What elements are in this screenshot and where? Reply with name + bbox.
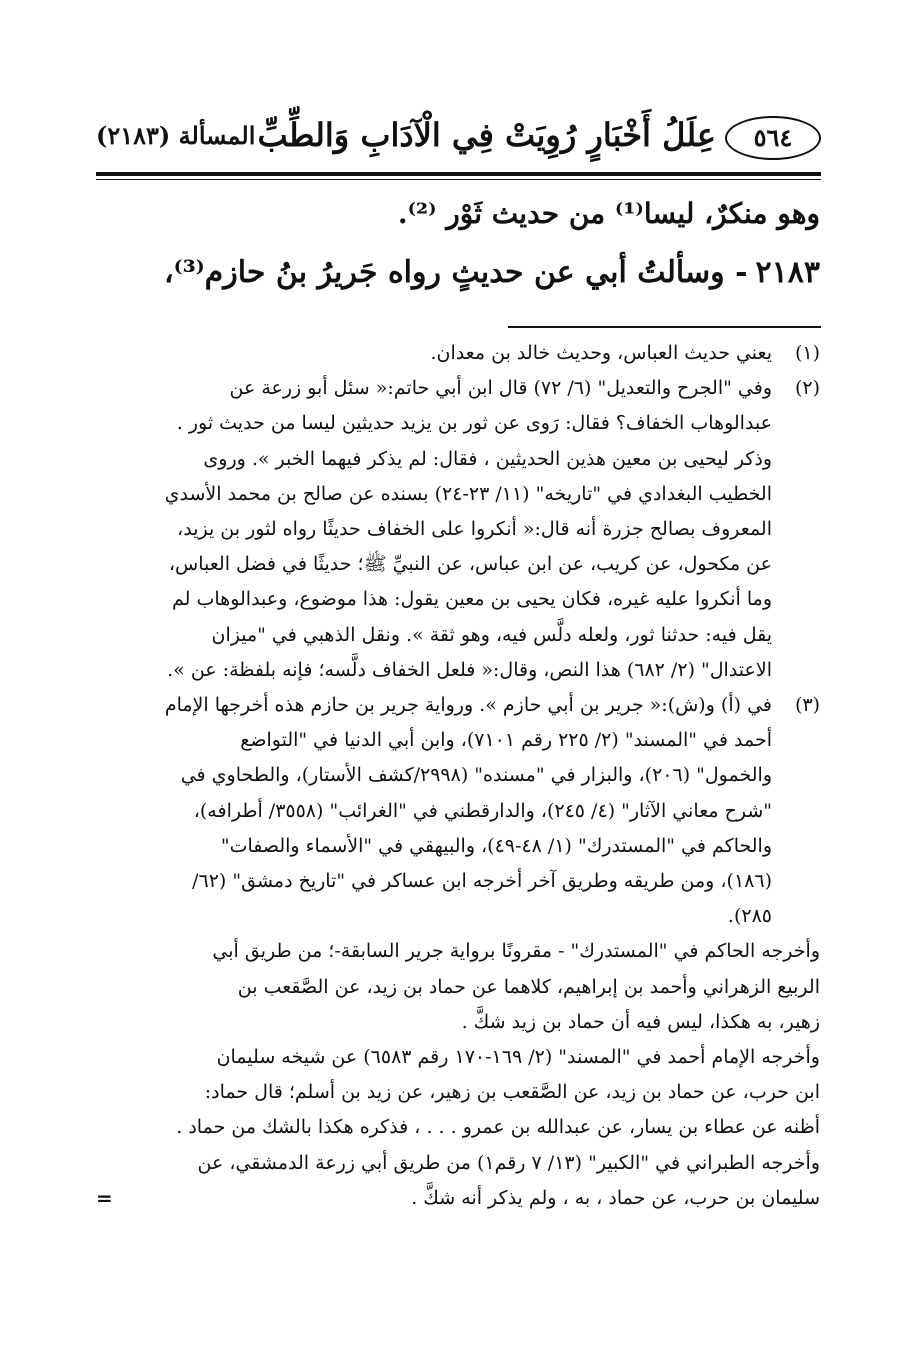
footnote-line: "شرح معاني الآثار" (٤/ ٢٤٥)، والدارقطني في "الغرائب" (٣٥٥٨/ أطرافه)، [193, 799, 772, 822]
footnote-body [95, 336, 772, 371]
footnote-separator [508, 326, 821, 328]
footnote-line: الاعتدال" (٢/ ٦٨٢) هذا النص، وقال:« فلعل الخفاف دلَّسه؛ فإنه بلفظة: عن ». [167, 658, 772, 681]
footnote-continuation [95, 934, 820, 1216]
footnotes [95, 336, 820, 1216]
footnote-line: والخمول" (٢٠٦)، والبزار في "مسنده" (٢٩٩٨/كشف الأستار)، والطحاوي في [180, 764, 772, 787]
footnote-line: الربيع الزهراني وأحمد بن إبراهيم، كلاهما عن حماد بن زيد، عن الصَّقعب بن [237, 975, 820, 998]
continuation-mark: = [96, 1186, 113, 1210]
footnote-line: ٢٨٥). [727, 905, 772, 928]
footnote-3 [95, 688, 820, 934]
footnote-line: وأخرجه الإمام أحمد في "المسند" (٢/ ١٦٩-١٧٠ رقم ٦٥٨٣) عن شيخه سليمان [216, 1046, 820, 1069]
footnote-body [95, 371, 772, 688]
header-rule-thick [96, 172, 821, 176]
footnote-line: وفي "الجرح والتعديل" (٦/ ٧٢) قال ابن أبي حاتم:« سئل أبو زرعة عن [229, 377, 772, 400]
page-header [96, 112, 821, 160]
footnote-line: أحمد في "المسند" (٢/ ٢٢٥ رقم ٧١٠١)، وابن أبي الدنيا في "التواضع [240, 729, 772, 752]
footnote-line: زهير، به هكذا، ليس فيه أن حماد بن زيد شكَّ . [461, 1010, 820, 1033]
footnote-line: وما أنكروا عليه غيره، فكان يحيى بن معين يقول: هذا موضوع، وعبدالوهاب لم [172, 588, 772, 611]
footnote-line: يعني حديث العباس، وحديث خالد بن معدان. [430, 342, 772, 364]
header-rule-thin [96, 179, 821, 180]
footnote-line: في (أ) و(ش):« جرير بن أبي حازم ». ورواية جرير بن حازم هذه أخرجها الإمام [164, 694, 772, 717]
footnote-line: يقل فيه: حدثنا ثور، ولعله دلَّس فيه، وهو ثقة ». ونقل الذهبي في "ميزان [211, 623, 772, 646]
footnote-line: عن مكحول، عن كريب، عن ابن عباس، عن النبيِّ ﷺ؛ حديثًا في فضل العباس، [168, 553, 772, 576]
footnote-number: (٢) [794, 377, 820, 400]
footnote-line: والحاكم في "المستدرك" (١/ ٤٨-٤٩)، والبيهقي في "الأسماء والصفات" [220, 834, 772, 857]
page-number: ٥٦٤ [725, 116, 821, 160]
footnote-line: وأخرجه الطبراني في "الكبير" (١٣/ ٧ رقم١) من طريق أبي زرعة الدمشقي، عن [197, 1151, 820, 1174]
footnote-line: عبدالوهاب الخفاف؟ فقال: رَوى عن ثور بن يزيد حديثين ليسا من حديث ثور . [176, 412, 772, 435]
footnote-line: الخطيب البغدادي في "تاريخه" (١١/ ٢٣-٢٤) بسنده عن صالح بن محمد الأسدي [164, 482, 772, 505]
footnote-1 [95, 336, 820, 371]
footnote-body [95, 688, 772, 934]
issue-label: المسألة (٢١٨٣) [96, 121, 256, 150]
footnote-line: أظنه عن عطاء بن يسار، عن عبدالله بن عمرو . . . ، فذكره هكذا بالشك من حماد . [176, 1116, 820, 1139]
issue-heading [95, 248, 820, 298]
footnote-line: وذكر ليحيى بن معين هذين الحديثين ، فقال: لم يذكر فيهما الخبر ». وروى [203, 447, 772, 470]
footnote-line: المعروف بصالح جزرة أنه قال:« أنكروا على الخفاف حديثًا رواه لثور بن يزيد، [177, 518, 772, 541]
footnote-line: وأخرجه الحاكم في "المستدرك" - مقرونًا برواية جرير السابقة-؛ من طريق أبي [212, 940, 820, 963]
footnote-line: سليمان بن حرب، عن حماد ، به ، ولم يذكر أنه شكَّ . [411, 1186, 820, 1209]
footnote-line: ابن حرب، عن حماد بن زيد، عن الصَّقعب بن زهير، عن زيد بن أسلم؛ قال حماد: [204, 1081, 820, 1104]
main-text-line: وهو منكرٌ، ليسا⁽¹⁾ من حديث ثَوْر ⁽²⁾. [397, 197, 820, 230]
footnote-2 [95, 371, 820, 688]
footnote-number: (١) [794, 342, 820, 364]
book-title: عِلَلُ أَخْبَارٍ رُوِيَتْ فِي الْآدَابِ وَالطِّبِّ [257, 116, 716, 154]
issue-question-text: - وسألتُ أبي عن حديثٍ رواه جَريرُ بنُ حازم⁽³⁾، [163, 255, 748, 290]
footnote-line: (١٨٦)، ومن طريقه وطريق آخر أخرجه ابن عساكر في "تاريخ دمشق" (٦٢/ [192, 870, 772, 893]
footnote-number: (٣) [794, 694, 820, 717]
issue-number: ٢١٨٣ [755, 255, 820, 290]
